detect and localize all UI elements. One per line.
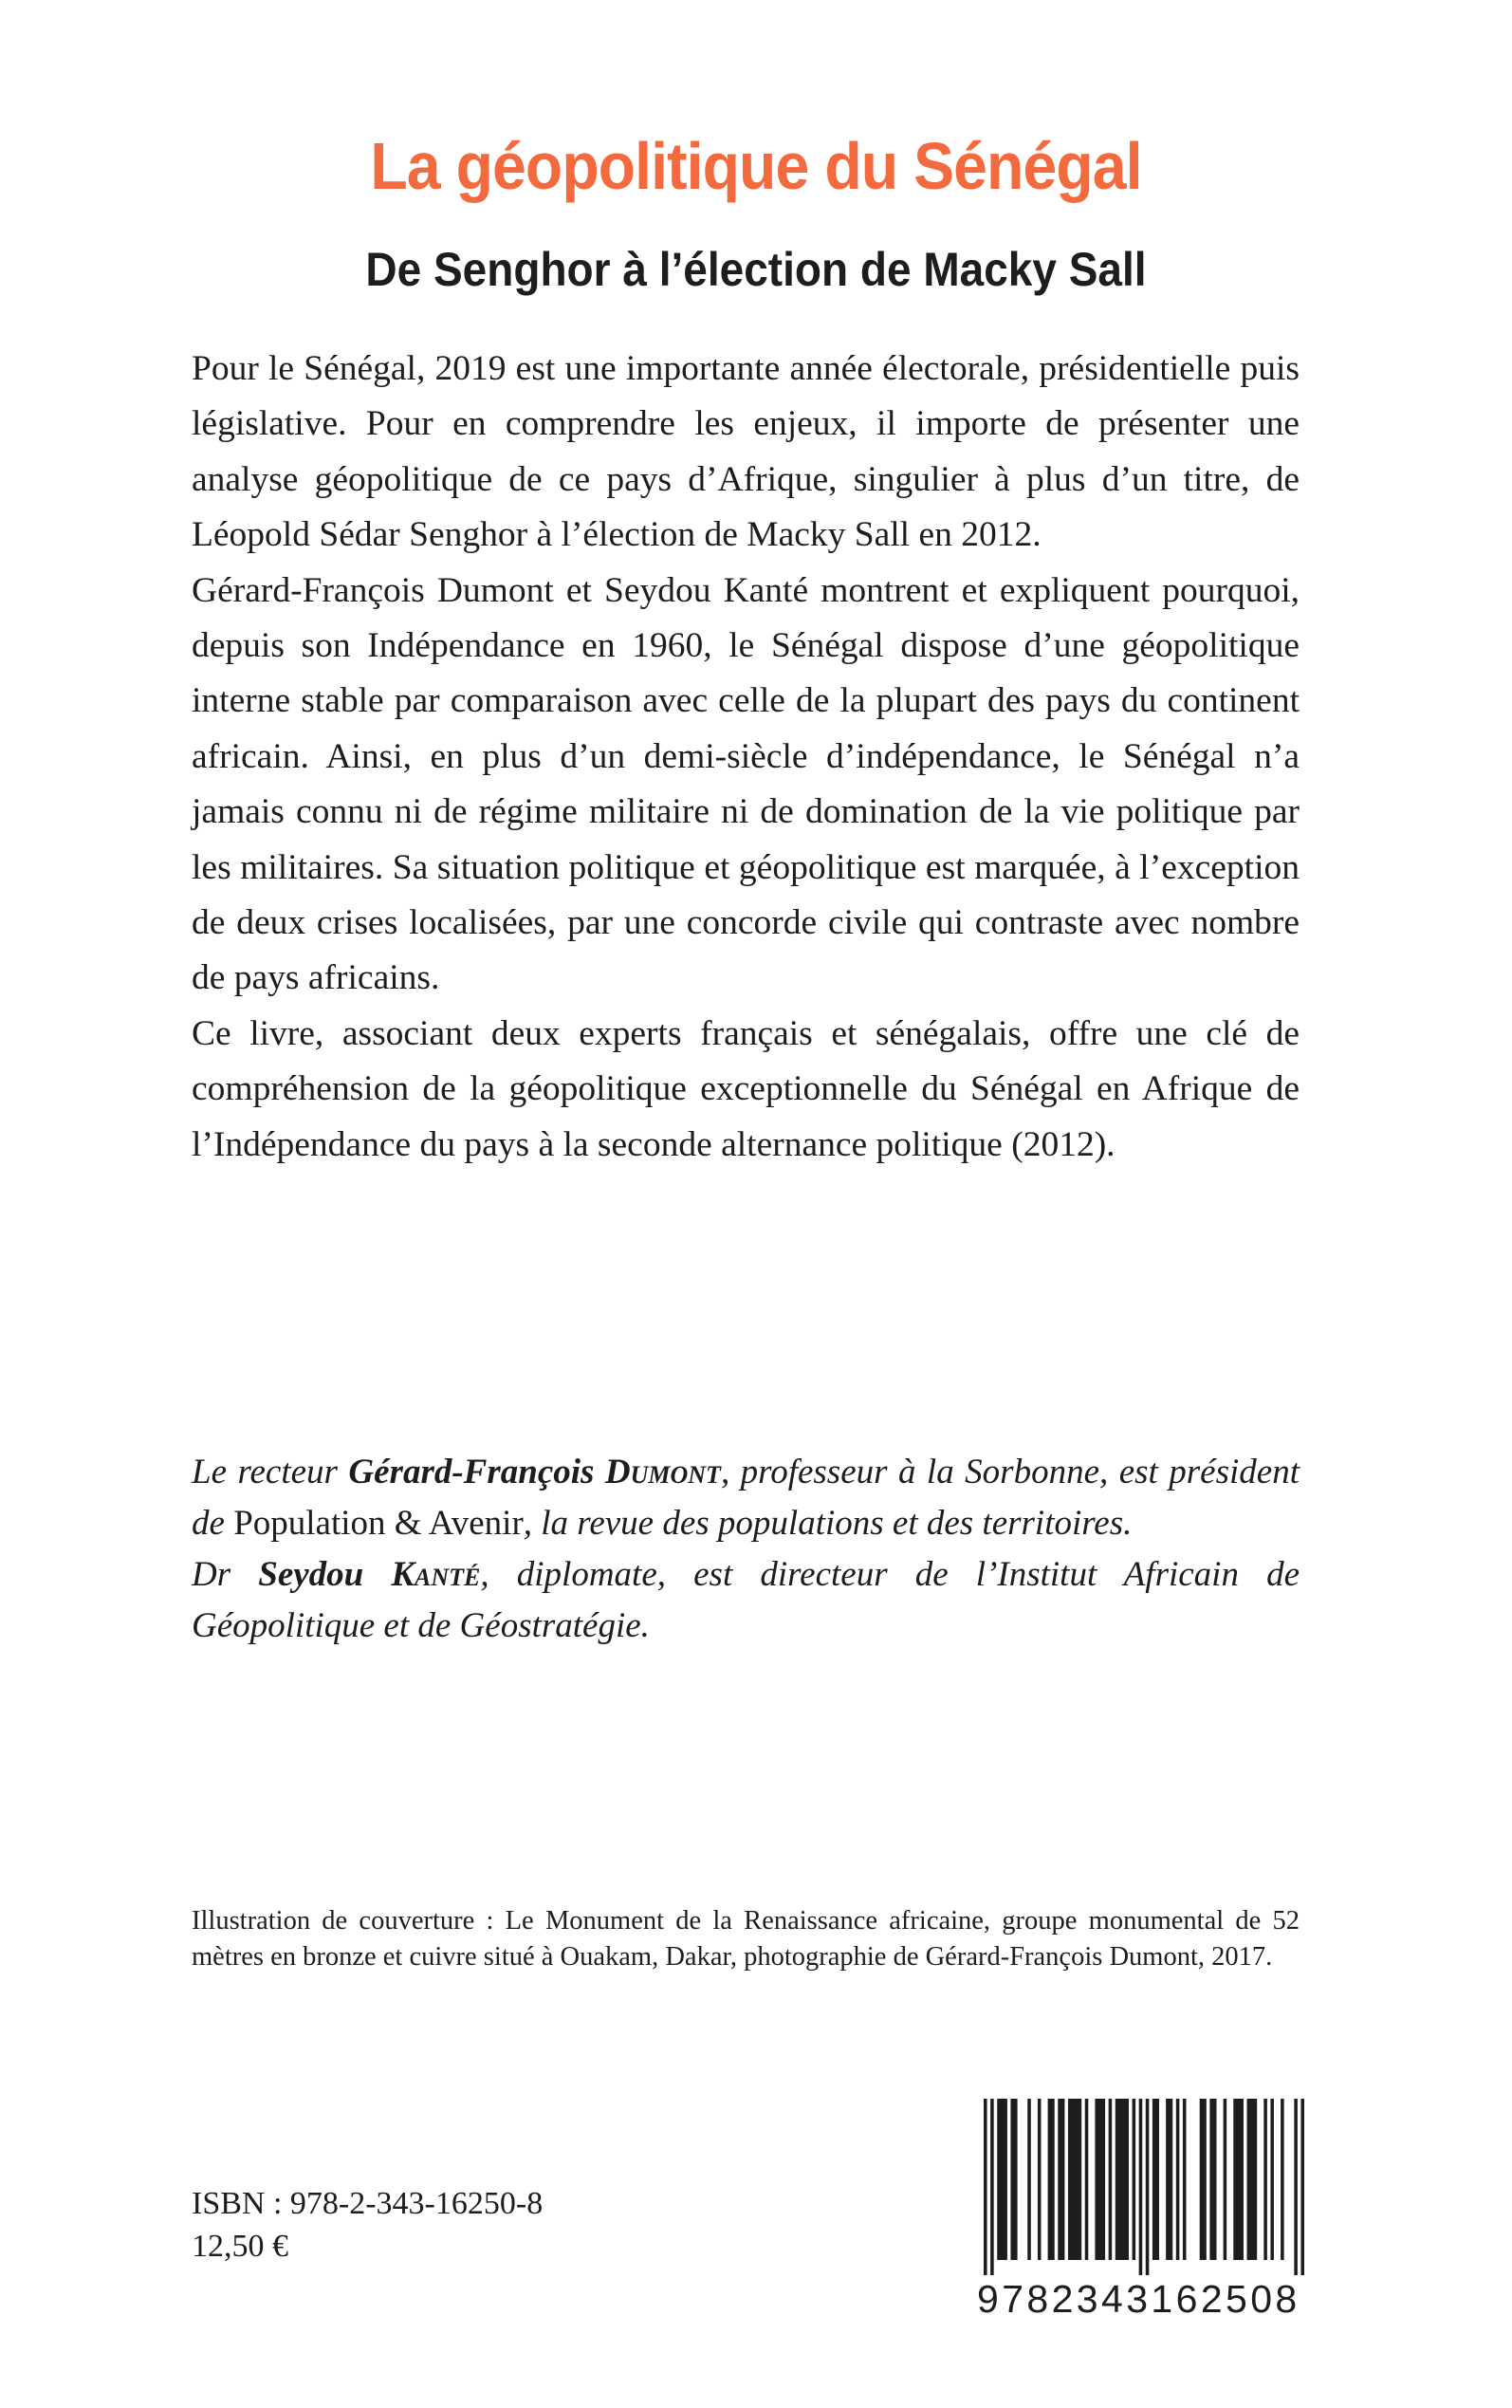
author-bio-2 [192, 1549, 1300, 1652]
barcode-bar-17 [1166, 2099, 1172, 2260]
barcode-bar-13 [1133, 2099, 1136, 2260]
author-1-first-names: Gérard-François [348, 1453, 605, 1491]
author-bios [192, 1447, 1300, 1652]
author-1-description: , professeur à la Sorbonne, est président de [192, 1453, 1300, 1543]
author-bio-1 [192, 1447, 1300, 1549]
price: 12,50 € [192, 2229, 288, 2264]
author-1-description-end: , la revue des populations et des territoires. [523, 1504, 1133, 1543]
barcode-bar-22 [1224, 2099, 1227, 2260]
barcode-bar-24 [1247, 2099, 1258, 2260]
barcode-bar-27 [1281, 2099, 1284, 2260]
barcode-bars [984, 2099, 1304, 2275]
summary-text [192, 342, 1300, 1173]
barcode-bar-10 [1095, 2099, 1105, 2260]
barcode-bar-5 [1038, 2099, 1042, 2260]
barcode-bar-12 [1116, 2099, 1129, 2260]
barcode-bar-20 [1200, 2099, 1207, 2260]
barcode-bar-23 [1233, 2099, 1244, 2260]
book-title: La géopolitique du Sénégal [370, 129, 1142, 203]
barcode-bar-1 [990, 2099, 994, 2275]
barcode-bar-29 [1300, 2099, 1304, 2275]
barcode-bar-9 [1085, 2099, 1089, 2260]
barcode [984, 2099, 1304, 2275]
barcode-bar-15 [1146, 2099, 1150, 2275]
barcode-bar-6 [1048, 2099, 1055, 2260]
author-2-surname: Kanté [391, 1555, 481, 1594]
barcode-bar-0 [984, 2099, 987, 2275]
author-2-intro: Dr [192, 1555, 259, 1594]
barcode-bar-28 [1294, 2099, 1298, 2275]
author-2-description: , diplomate, est directeur de l’Institut Africain de Géopolitique et de Géostratégie. [192, 1555, 1300, 1645]
barcode-bar-11 [1109, 2099, 1113, 2260]
barcode-bar-21 [1209, 2099, 1216, 2260]
cover-illustration-credit: Illustration de couverture : Le Monument de la Renaissance africaine, groupe monumental de 52 mètres en bronze et cuivre situé à Ouakam, Dakar, photographie de Gérard-François Dumont, 2017. [192, 1906, 1300, 1972]
isbn-number: ISBN : 978-2-343-16250-8 [192, 2186, 544, 2221]
publication-info [192, 2182, 543, 2268]
summary-paragraph-1: Pour le Sénégal, 2019 est une importante année électorale, présidentielle puis législative. Pour en comprendre les enjeux, il importe de présenter une analyse géopolitique de ce pays d’Afrique, singulier à plus d’un titre, de Léopold Sédar Senghor à l’élection de Macky Sall en 2012. [192, 349, 1300, 555]
barcode-bar-7 [1058, 2099, 1064, 2260]
author-1-intro: Le recteur [192, 1453, 349, 1491]
summary-paragraph-2: Gérard-François Dumont et Seydou Kanté montrent et expliquent pourquoi, depuis son Indépendance en 1960, le Sénégal dispose d’une géopolitique interne stable par comparaison avec celle de la plupart des pays du continent africain. Ainsi, en plus d’un demi-siècle d’indépendance, le Sénégal n’a jamais connu ni de régime militaire ni de domination de la vie politique par les militaires. Sa situation politique et géopolitique est marquée, à l’exception de deux crises localisées, par une concorde civile qui contraste avec nombre de pays africains. [192, 570, 1300, 998]
barcode-bar-25 [1263, 2099, 1267, 2260]
barcode-digits: 9782343162508 [977, 2277, 1300, 2321]
journal-name: Population & Avenir [233, 1504, 524, 1543]
barcode-bar-8 [1068, 2099, 1081, 2260]
author-2-first-names: Seydou [258, 1555, 392, 1594]
barcode-bar-26 [1270, 2099, 1274, 2260]
barcode-bar-3 [1010, 2099, 1017, 2260]
barcode-bar-14 [1139, 2099, 1143, 2275]
barcode-bar-18 [1176, 2099, 1180, 2260]
author-1-surname: Dumont [604, 1453, 721, 1491]
barcode-bar-2 [997, 2099, 1007, 2260]
summary-paragraph-3: Ce livre, associant deux experts français et sénégalais, offre une clé de compréhension de la géopolitique exceptionnelle du Sénégal en Afrique de l’Indépendance du pays à la seconde alternance politique (2012). [192, 1013, 1300, 1164]
barcode-bar-19 [1183, 2099, 1187, 2260]
barcode-bar-4 [1027, 2099, 1031, 2260]
book-subtitle: De Senghor à l’élection de Macky Sall [365, 243, 1147, 296]
barcode-bar-16 [1152, 2099, 1159, 2260]
